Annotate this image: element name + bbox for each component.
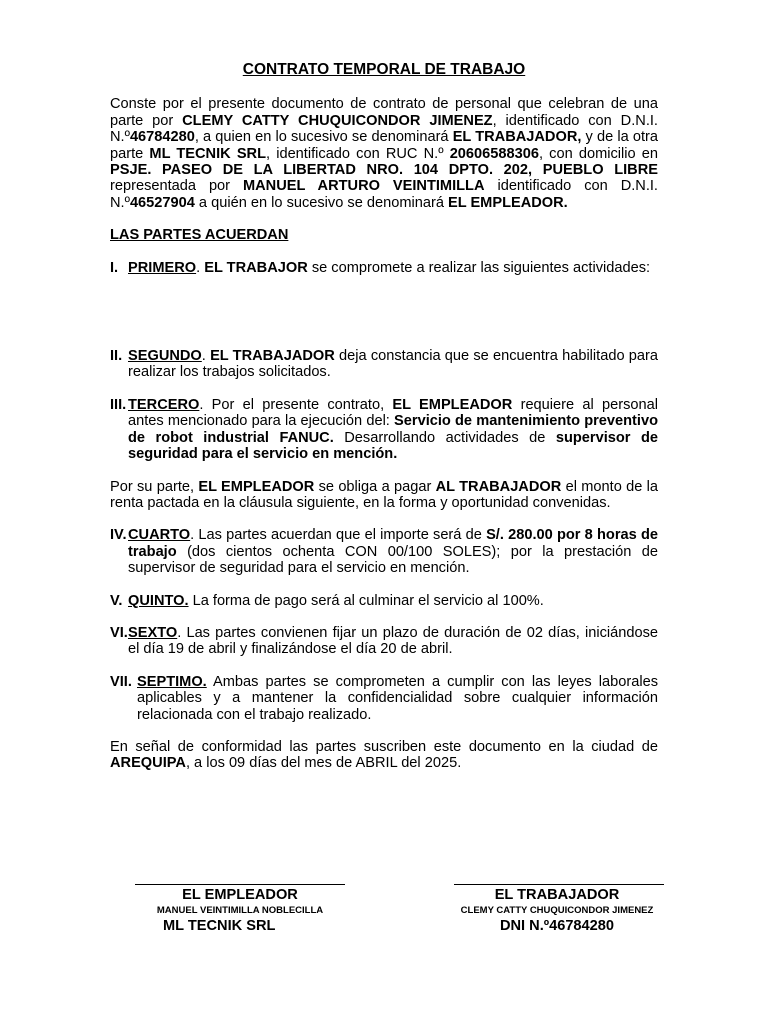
clause-label: TERCERO <box>128 396 200 413</box>
representative-dni: 46527904 <box>129 194 195 211</box>
representative-name: MANUEL ARTURO VEINTIMILLA <box>242 178 485 195</box>
signature-dni: DNI N.º46784280 <box>499 918 615 934</box>
clause-number: V. <box>110 592 123 609</box>
payment-paragraph <box>110 479 658 512</box>
clause-first <box>110 260 658 276</box>
clause-body: Ambas partes se comprometen a cumplir con las leyes laborales aplicables y a mantener la confidencialidad sobre cualquier información relacionada con el trabajo realizado. <box>137 673 658 723</box>
paragraph-text: Por su parte, <box>110 478 199 495</box>
clause-number: VII. <box>110 673 132 690</box>
city-name: AREQUIPA <box>110 755 186 772</box>
clause-text <box>128 527 658 576</box>
intro-text: , identificado con RUC N.º <box>266 145 450 162</box>
clause-body: Desarrollando actividades de <box>333 429 556 446</box>
intro-text: identificado con D.N.I. N.º <box>110 178 658 211</box>
clause-subject: EL TRABAJADOR <box>210 348 335 365</box>
company-ruc: 20606588306 <box>449 145 539 162</box>
clause-label: SEXTO <box>128 624 178 641</box>
intro-text: a quién en lo sucesivo se denominará <box>194 194 448 211</box>
clause-sixth <box>110 625 658 658</box>
intro-paragraph <box>110 96 658 211</box>
clause-label: QUINTO. <box>128 592 189 609</box>
signature-name: CLEMY CATTY CHUQUICONDOR JIMENEZ <box>460 905 654 916</box>
worker-alias: EL TRABAJADOR, <box>452 129 582 146</box>
company-name: ML TECNIK SRL <box>149 145 267 162</box>
paragraph-text: el monto de la renta pactada en la cláusula siguiente, en la forma y oportunidad convenidas. <box>110 478 659 511</box>
activity-description: supervisor de seguridad para el servicio en mención. <box>128 429 658 463</box>
clause-fifth <box>110 593 658 609</box>
signature-role: EL TRABAJADOR <box>494 887 620 903</box>
clause-third <box>110 397 658 463</box>
worker-ref: AL TRABAJADOR <box>435 478 562 495</box>
service-description: Servicio de mantenimiento preventivo de robot industrial FANUC. <box>128 413 658 446</box>
clause-text <box>137 674 658 723</box>
clause-text <box>128 625 658 658</box>
section-heading: LAS PARTES ACUERDAN <box>110 227 289 244</box>
clause-body: . Por el presente contrato, <box>199 396 393 413</box>
employer-signature-block <box>135 884 345 935</box>
clause-subject: EL TRABAJOR <box>204 259 308 276</box>
clause-body: La forma de pago será al culminar el servicio al 100%. <box>188 592 544 609</box>
employer-alias: EL EMPLEADOR. <box>448 194 568 211</box>
clause-text <box>128 348 658 381</box>
clause-body: deja constancia que se encuentra habilitado para realizar los trabajos solicitados. <box>128 348 658 381</box>
signature-line <box>454 884 664 885</box>
clause-body: . Las partes convienen fijar un plazo de duración de 02 días, iniciándose el día 19 de abril y finalizándose el día 20 de abril. <box>128 624 658 658</box>
company-address: PSJE. PASEO DE LA LIBERTAD NRO. 104 DPTO. 202, PUEBLO LIBRE <box>110 162 658 179</box>
clause-label: SEGUNDO <box>128 348 202 365</box>
closing-text: En señal de conformidad las partes suscriben este documento en la ciudad de <box>110 738 658 755</box>
clause-label: SEPTIMO. <box>137 673 207 690</box>
clause-text <box>128 593 658 609</box>
signature-line <box>135 884 345 885</box>
signature-name: MANUEL VEINTIMILLA NOBLECILLA <box>156 905 324 916</box>
clause-number: IV. <box>110 527 127 544</box>
paragraph-text: se obliga a pagar <box>314 478 436 495</box>
clause-label: PRIMERO <box>128 259 197 276</box>
clause-seventh <box>110 674 658 723</box>
clause-number: I. <box>110 259 119 276</box>
worker-name: CLEMY CATTY CHUQUICONDOR JIMENEZ <box>182 112 493 129</box>
intro-text: , identificado con D.N.I. N.º <box>110 112 658 146</box>
contract-body <box>110 62 658 772</box>
worker-dni: 46784280 <box>129 129 195 146</box>
clause-fourth <box>110 527 658 576</box>
clause-body: se compromete a realizar las siguientes actividades: <box>307 259 651 276</box>
intro-text: Conste por el presente documento de contrato de personal que celebran de una parte por <box>110 96 658 129</box>
clause-text <box>128 397 658 463</box>
clause-subject: EL EMPLEADOR <box>392 396 513 413</box>
intro-text: representada por <box>110 178 243 195</box>
clause-number: VI. <box>110 624 128 641</box>
clause-body: (dos cientos ochenta CON 00/100 SOLES); por la prestación de supervisor de seguridad para el servicio en mención. <box>128 543 658 577</box>
intro-text: , con domicilio en <box>538 145 658 162</box>
closing-paragraph <box>110 739 658 772</box>
worker-signature-block <box>446 884 668 935</box>
signature-company: ML TECNIK SRL <box>163 918 276 934</box>
clause-punct: . <box>201 348 211 365</box>
clause-number: III. <box>110 396 127 413</box>
clause-number: II. <box>110 348 123 365</box>
clause-label: CUARTO <box>128 527 191 544</box>
blank-activities-space <box>110 276 658 332</box>
intro-text: , a quien en lo sucesivo se denominará <box>194 129 453 146</box>
clause-punct: . <box>196 259 201 276</box>
clause-body: requiere al personal antes mencionado para la ejecución del: <box>128 396 659 430</box>
payment-amount: S/. 280.00 por 8 horas de trabajo <box>128 527 658 560</box>
closing-text: , a los 09 días del mes de ABRIL del 2025. <box>185 755 462 772</box>
employer-ref: EL EMPLEADOR <box>198 478 315 495</box>
document-title: CONTRATO TEMPORAL DE TRABAJO <box>242 61 526 78</box>
intro-text: y de la otra parte <box>110 129 658 162</box>
clause-body: . Las partes acuerdan que el importe será de <box>190 527 487 544</box>
signature-role: EL EMPLEADOR <box>182 887 298 903</box>
clause-text <box>128 260 658 276</box>
clause-second <box>110 348 658 381</box>
